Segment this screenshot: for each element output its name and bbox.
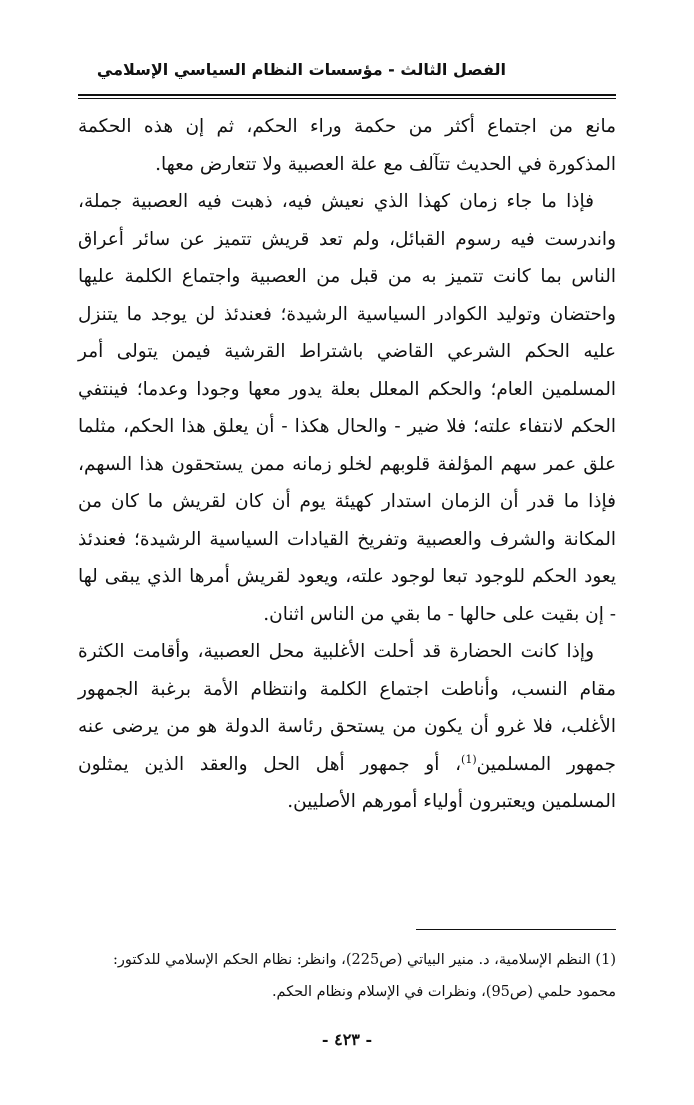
footnote-separator — [416, 929, 616, 930]
header-rule — [78, 94, 616, 96]
body-text — [78, 108, 616, 821]
footnotes — [78, 944, 616, 1008]
paragraph-1: مانع من اجتماع أكثر من حكمة وراء الحكم، ثم إن هذه الحكمة المذكورة في الحديث تتآلف مع علة العصبية ولا تتعارض معها. — [78, 116, 616, 175]
footnote-1-line-1: (1) النظم الإسلامية، د. منير البياتي (ص225)، وانظر: نظام الحكم الإسلامي للدكتور: — [113, 952, 616, 968]
paragraph-3 — [78, 633, 616, 821]
paragraph-3-text-after-note: ، أو جمهور أهل الحل والعقد الذين يمثلون المسلمين ويعتبرون أولياء أمورهم الأصليين. — [78, 753, 616, 812]
footnote-reference-1[interactable]: (1) — [461, 752, 477, 766]
header-rule-thin — [78, 98, 616, 99]
paragraph-2: فإذا ما جاء زمان كهذا الذي نعيش فيه، ذهبت فيه العصبية جملة، واندرست فيه رسوم القبائل، ولم تعد قريش تتميز عن سائر أعراق الناس بما كانت تتميز به من قبل من العصبية واجتماع الكلمة عليها واحتضان وتوليد الكوادر السياسية الرشيدة؛ فعندئذ لن يوجد ما يتنزل عليه الحكم الشرعي القاضي باشتراط القرشية فيمن يتولى أمر المسلمين العام؛ والحكم المعلل بعلة يدور معها وجودا وعدما؛ فينتفي الحكم لانتفاء علته؛ فلا ضير - والحال هكذا - أن يعلق هذا الحكم، مثلما علق عمر سهم المؤلفة قلوبهم لخلو زمانه ممن يستحقون هذا السهم، فإذا ما قدر أن الزمان استدار كهيئة يوم أن كان لقريش ما كان من المكانة والشرف والعصبية وتفريخ القيادات السياسية الرشيدة؛ فعندئذ يعود الحكم للوجود تبعا لوجود علته، ويعود لقريش أمرها الذي يبقى لها - إن بقيت على حالها - ما بقي من الناس اثنان. — [78, 191, 616, 625]
paragraph-3-text-before-note: وإذا كانت الحضارة قد أحلت الأغلبية محل العصبية، وأقامت الكثرة مقام النسب، وأناطت اجتماع الكلمة وانتظام الأمة برغبة الجمهور الأغلب، فلا غرو أن يكون من يستحق رئاسة الدولة هو من يرضى عنه جمهور المسلمين — [78, 641, 616, 775]
footnote-1-line-2: محمود حلمي (ص95)، ونظرات في الإسلام ونظام الحكم. — [271, 984, 616, 1000]
running-header: الفصل الثالث - مؤسسات النظام السياسي الإسلامي — [96, 60, 506, 79]
page-number: - ٤٢٣ - — [321, 1030, 373, 1049]
